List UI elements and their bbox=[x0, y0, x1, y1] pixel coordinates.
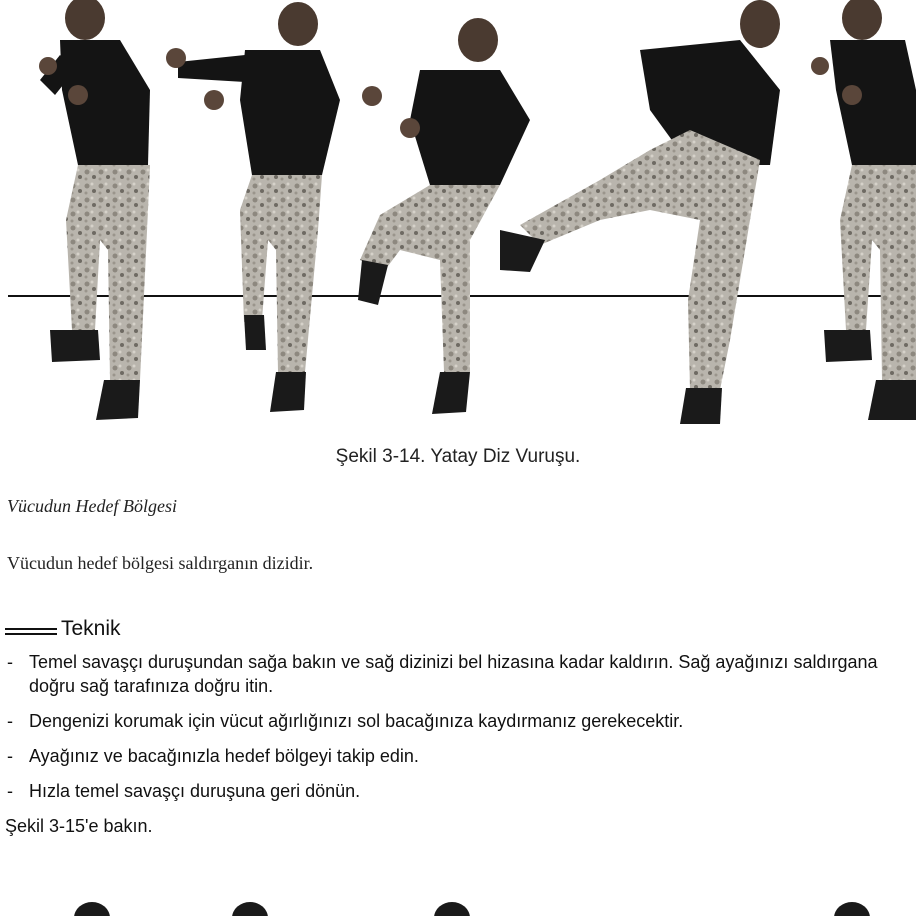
technique-heading bbox=[5, 617, 121, 641]
figure-reference: Şekil 3-15'e bakın. bbox=[5, 816, 153, 836]
figure-knee-strike-sequence bbox=[0, 0, 916, 440]
heading-rule bbox=[5, 628, 57, 635]
bullet-dash: - bbox=[7, 652, 13, 672]
list-item bbox=[7, 709, 907, 733]
step-text: Hızla temel savaşçı duruşuna geri dönün. bbox=[29, 781, 361, 801]
bullet-dash: - bbox=[7, 746, 13, 766]
figure-caption: Şekil 3-14. Yatay Diz Vuruşu. bbox=[335, 446, 581, 467]
bullet-dash: - bbox=[7, 781, 13, 801]
list-item bbox=[7, 744, 907, 768]
figure-frame-2 bbox=[166, 2, 340, 412]
step-text: Ayağınız ve bacağınızla hedef bölgeyi takip edin. bbox=[29, 746, 419, 766]
next-figure-preview bbox=[0, 890, 916, 916]
figure-frame-4 bbox=[500, 0, 780, 424]
list-item bbox=[7, 779, 907, 803]
technique-heading-label: Teknik bbox=[61, 617, 121, 640]
figure-frame-3 bbox=[358, 18, 530, 414]
bullet-dash: - bbox=[7, 711, 13, 731]
target-section-heading: Vücudun Hedef Bölgesi bbox=[7, 496, 177, 516]
target-section-text: Vücudun hedef bölgesi saldırganın dizidir. bbox=[7, 553, 314, 573]
step-text: Temel savaşçı duruşundan sağa bakın ve sağ dizinizi bel hizasına kadar kaldırın. Sağ ayağınızı saldırgana doğru sağ tarafınıza doğru itin. bbox=[29, 652, 878, 696]
technique-steps-list bbox=[7, 650, 907, 814]
figure-frame-5 bbox=[811, 0, 916, 420]
list-item bbox=[7, 650, 907, 698]
step-text: Dengenizi korumak için vücut ağırlığınızı sol bacağınıza kaydırmanız gerekecektir. bbox=[29, 711, 684, 731]
figure-frame-1 bbox=[39, 0, 150, 420]
